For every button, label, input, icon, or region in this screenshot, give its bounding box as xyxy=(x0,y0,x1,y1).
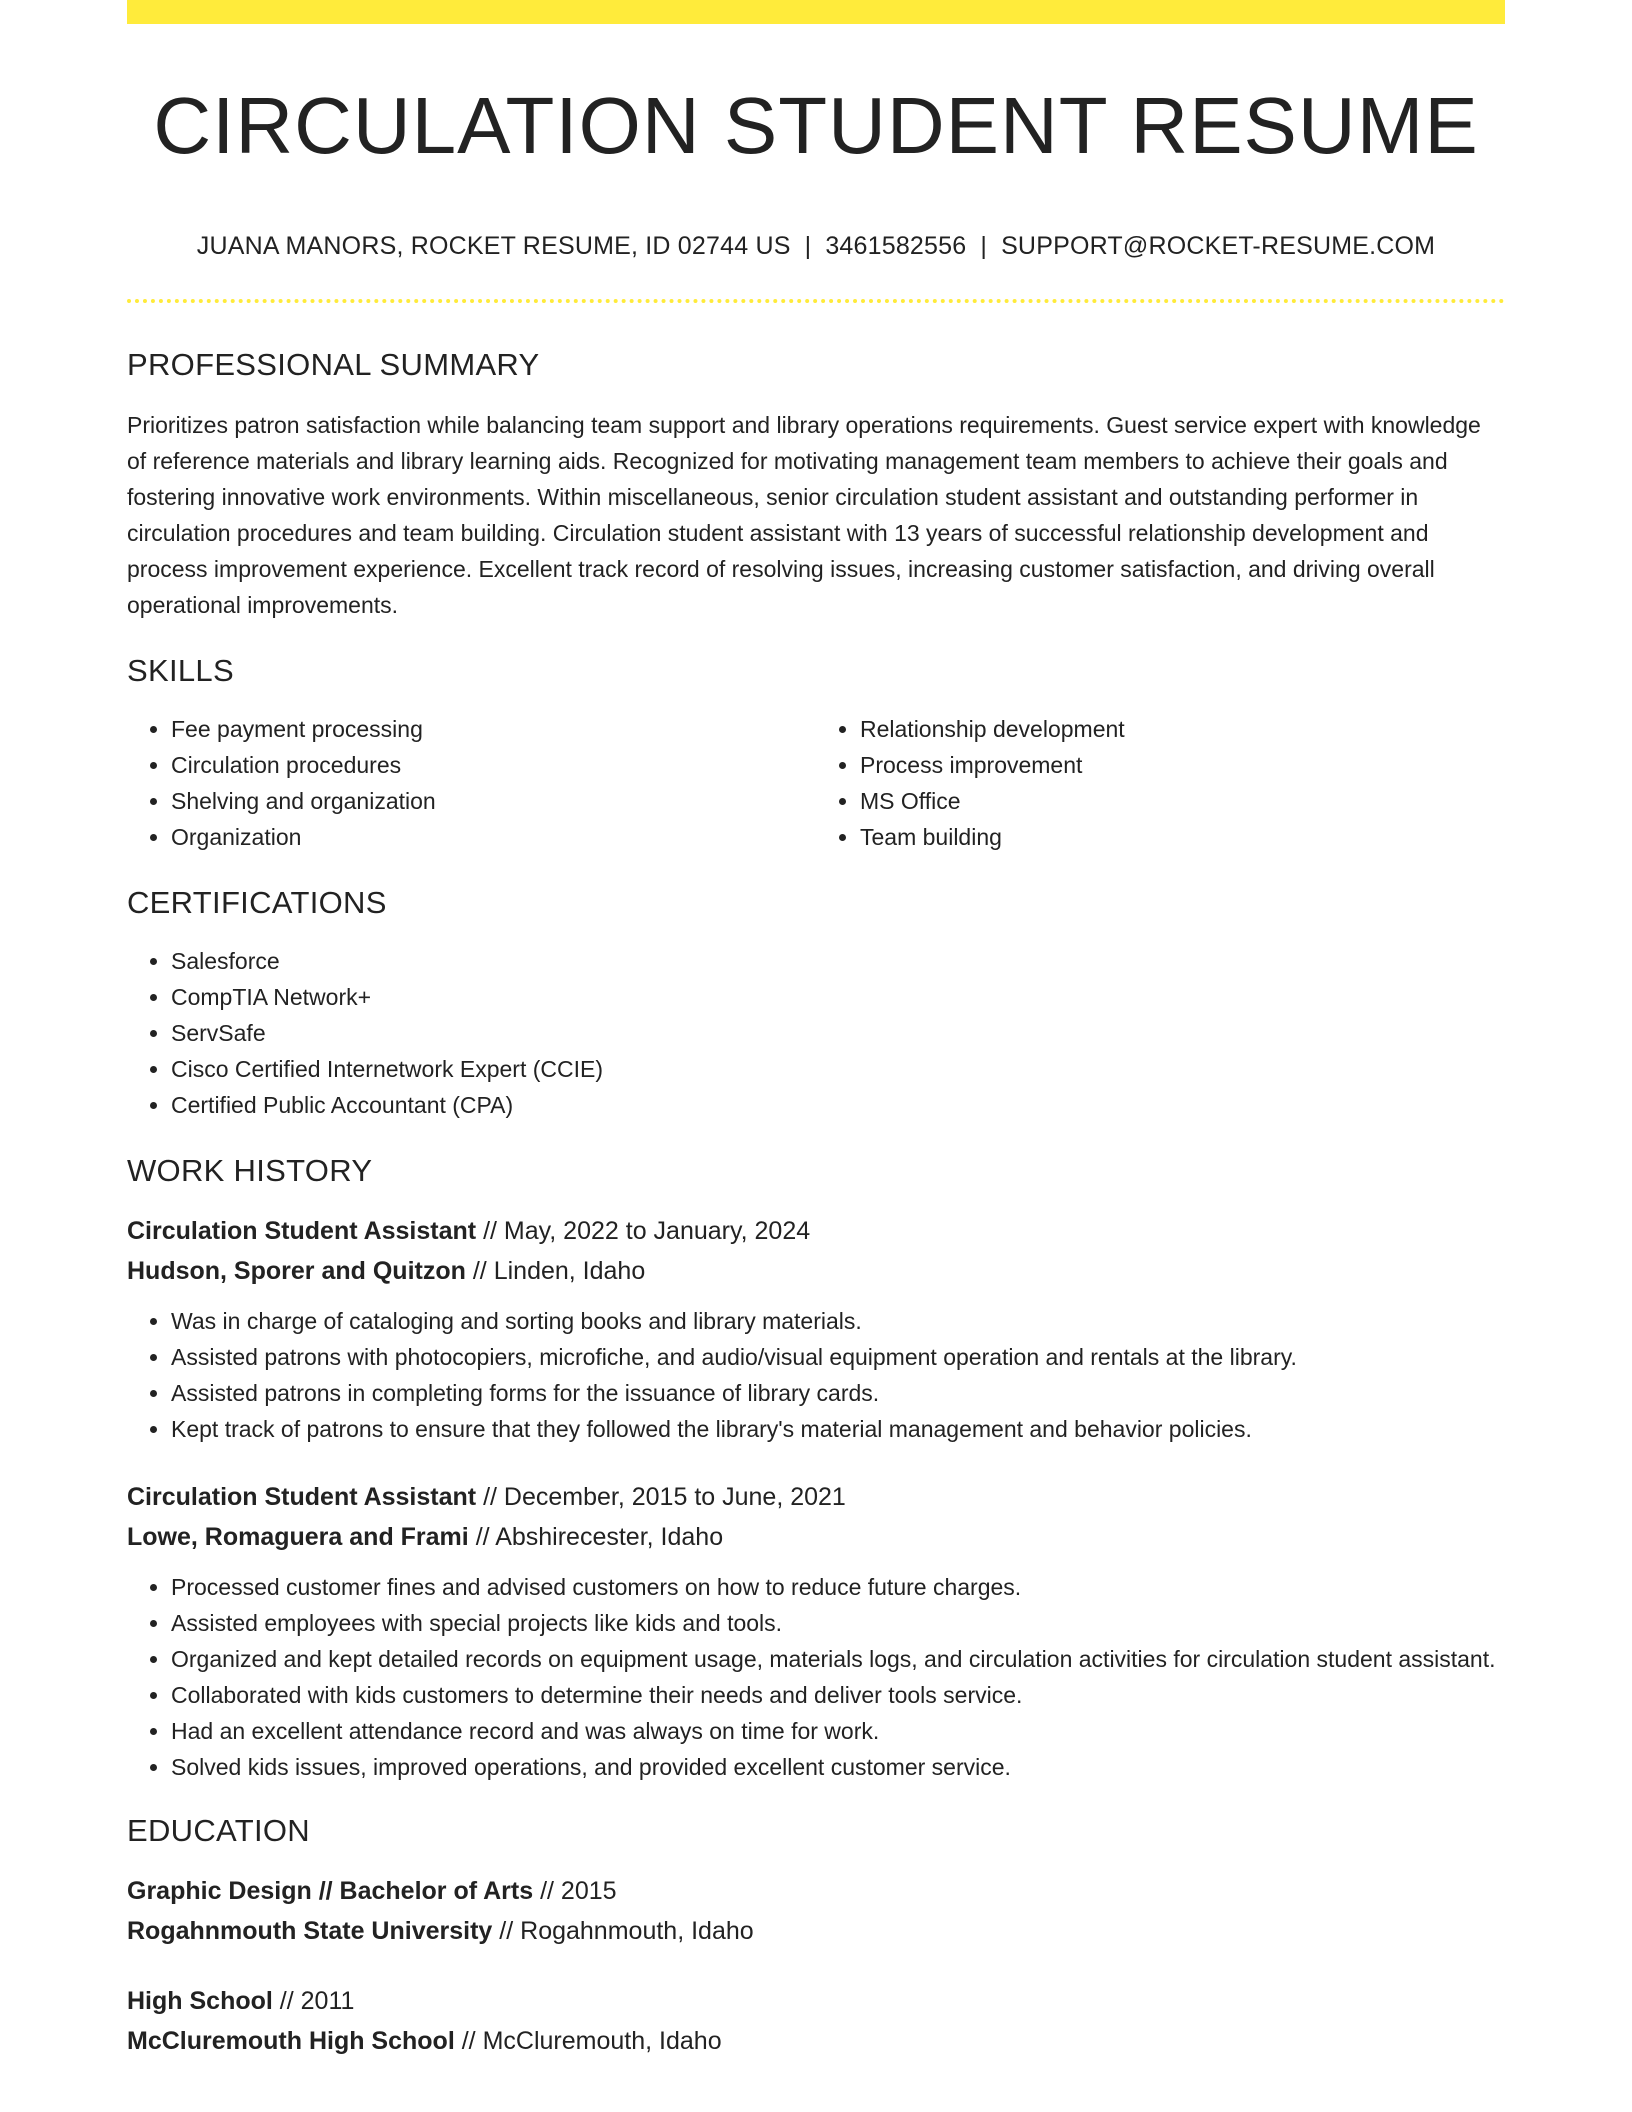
education-degree: High School xyxy=(127,1987,273,2015)
skill-item: • Organization xyxy=(171,819,816,855)
education-location: McCluremouth, Idaho xyxy=(482,2027,722,2055)
job-bullet: • Processed customer fines and advised customers on how to reduce future charges. xyxy=(171,1569,1505,1605)
job-title-line xyxy=(127,1211,1505,1251)
job-bullet: • Collaborated with kids customers to determine their needs and deliver tools service. xyxy=(171,1677,1505,1713)
contact-line xyxy=(127,232,1505,261)
job-title-line xyxy=(127,1477,1505,1517)
skills-column-right xyxy=(816,711,1505,855)
top-accent-bar xyxy=(127,0,1505,24)
skill-item: • Fee payment processing xyxy=(171,711,816,747)
certifications-heading: CERTIFICATIONS xyxy=(127,885,387,920)
skill-item: • MS Office xyxy=(860,783,1505,819)
contact-address: JUANA MANORS, ROCKET RESUME, ID 02744 US xyxy=(196,232,791,260)
education-degree-line xyxy=(127,1981,1505,2021)
dotted-divider xyxy=(127,299,1505,303)
education-degree-line xyxy=(127,1871,1505,1911)
certification-item: • Cisco Certified Internetwork Expert (CCIE) xyxy=(171,1051,1505,1087)
job-dates: May, 2022 to January, 2024 xyxy=(503,1217,811,1245)
skill-item: • Team building xyxy=(860,819,1505,855)
job-bullet: • Kept track of patrons to ensure that they followed the library's material management and behavior policies. xyxy=(171,1411,1505,1447)
job-company-line xyxy=(127,1251,1505,1291)
certification-item: • CompTIA Network+ xyxy=(171,979,1505,1015)
job-entry xyxy=(127,1211,1505,1447)
education-heading: EDUCATION xyxy=(127,1813,310,1848)
education-school-line xyxy=(127,1911,1505,1951)
certification-item: • ServSafe xyxy=(171,1015,1505,1051)
contact-email: SUPPORT@ROCKET-RESUME.COM xyxy=(1001,232,1436,260)
certification-item: • Salesforce xyxy=(171,943,1505,979)
skill-item: • Shelving and organization xyxy=(171,783,816,819)
separator: // xyxy=(499,1917,514,1945)
contact-phone: 3461582556 xyxy=(825,232,967,260)
education-degree: Graphic Design // Bachelor of Arts xyxy=(127,1877,534,1905)
certification-item: • Certified Public Accountant (CPA) xyxy=(171,1087,1505,1123)
skills-grid xyxy=(127,711,1505,855)
summary-heading: PROFESSIONAL SUMMARY xyxy=(127,347,540,382)
job-bullet: • Had an excellent attendance record and was always on time for work. xyxy=(171,1713,1505,1749)
job-location: Abshirecester, Idaho xyxy=(495,1523,724,1551)
job-bullet: • Solved kids issues, improved operations, and provided excellent customer service. xyxy=(171,1749,1505,1785)
education-school: Rogahnmouth State University xyxy=(127,1917,493,1945)
education-school-line xyxy=(127,2021,1505,2061)
job-location: Linden, Idaho xyxy=(493,1257,646,1285)
contact-separator: | xyxy=(980,232,988,260)
education-entry xyxy=(127,1981,1505,2061)
separator: // xyxy=(483,1483,497,1511)
job-dates: December, 2015 to June, 2021 xyxy=(503,1483,846,1511)
job-bullet: • Assisted patrons with photocopiers, microfiche, and audio/visual equipment operation and rentals at the library. xyxy=(171,1339,1505,1375)
skills-column-left xyxy=(127,711,816,855)
job-company-line xyxy=(127,1517,1505,1557)
education-year: 2011 xyxy=(300,1987,355,2015)
education-year: 2015 xyxy=(560,1877,617,1905)
separator: // xyxy=(461,2027,476,2055)
job-bullet: • Assisted patrons in completing forms for the issuance of library cards. xyxy=(171,1375,1505,1411)
certifications-list xyxy=(127,943,1505,1123)
job-bullets xyxy=(127,1569,1505,1785)
job-company: Lowe, Romaguera and Frami xyxy=(127,1523,469,1551)
skill-item: • Relationship development xyxy=(860,711,1505,747)
resume-title: CIRCULATION STUDENT RESUME xyxy=(153,81,1479,170)
job-bullet: • Organized and kept detailed records on equipment usage, materials logs, and circulation activities for circulation student assistant. xyxy=(171,1641,1505,1677)
separator: // xyxy=(279,1987,294,2015)
work-history-heading: WORK HISTORY xyxy=(127,1153,373,1188)
skill-item: • Circulation procedures xyxy=(171,747,816,783)
job-title: Circulation Student Assistant xyxy=(127,1217,477,1245)
job-entry xyxy=(127,1477,1505,1785)
job-bullet: • Assisted employees with special projects like kids and tools. xyxy=(171,1605,1505,1641)
education-school: McCluremouth High School xyxy=(127,2027,455,2055)
education-entry xyxy=(127,1871,1505,1951)
contact-separator: | xyxy=(804,232,812,260)
resume-page xyxy=(127,0,1505,2061)
education-location: Rogahnmouth, Idaho xyxy=(520,1917,754,1945)
job-title: Circulation Student Assistant xyxy=(127,1483,477,1511)
job-company: Hudson, Sporer and Quitzon xyxy=(127,1257,466,1285)
skill-item: • Process improvement xyxy=(860,747,1505,783)
summary-text: Prioritizes patron satisfaction while balancing team support and library operations requirements. Guest service expert with knowledge of reference materials and library learning aids. Recognized for motivating management team members to achieve their goals and fostering innovative work environments. Within miscellaneous, senior circulation student assistant and outstanding performer in circulation procedures and team building. Circulation student assistant with 13 years of successful relationship development and process improvement experience. Excellent track record of resolving issues, increasing customer satisfaction, and driving overall operational improvements. xyxy=(127,412,1481,618)
separator: // xyxy=(475,1523,490,1551)
job-bullets xyxy=(127,1303,1505,1447)
skills-heading: SKILLS xyxy=(127,653,234,688)
job-bullet: • Was in charge of cataloging and sorting books and library materials. xyxy=(171,1303,1505,1339)
separator: // xyxy=(540,1877,554,1905)
separator: // xyxy=(472,1257,487,1285)
separator: // xyxy=(483,1217,497,1245)
